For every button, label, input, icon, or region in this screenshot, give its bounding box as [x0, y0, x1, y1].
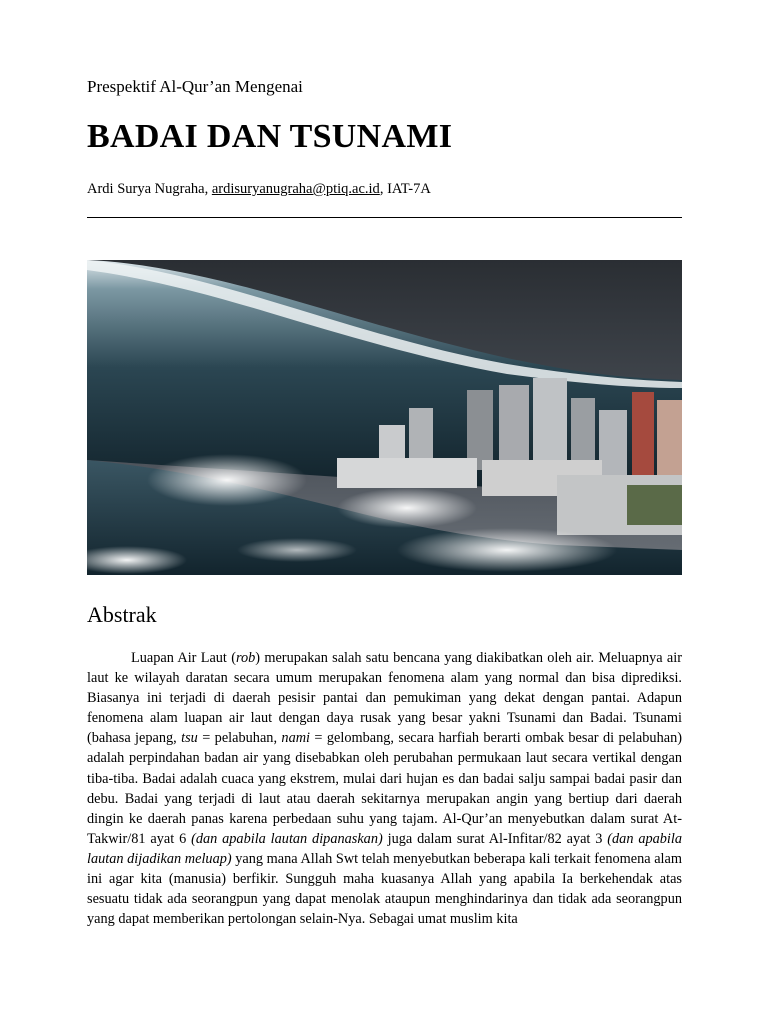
abstract-italic: (dan apabila lautan dijadikan meluap) [87, 830, 683, 867]
document-subtitle: Prespektif Al-Qur’an Mengenai [87, 77, 303, 96]
abstract-italic: (dan apabila lautan dipanaskan) [191, 830, 383, 847]
abstract-paragraph [87, 648, 682, 929]
abstract-text: juga dalam surat Al-Infitar/82 ayat 3 [382, 830, 608, 847]
abstract-text: Luapan Air Laut ( [131, 650, 236, 666]
document-title: BADAI DAN TSUNAMI [87, 118, 453, 155]
abstract-text: ) merupakan salah satu bencana yang diakibatkan oleh air. Meluapnya air laut ke wilayah daratan secara umum merupakan fenomena alam yang normal dan bisa diprediksi. Biasanya ini terjadi di daerah pesisir pantai dan pemukiman yang dekat dengan pantai. Adapun fenomena alam luapan air laut dengan daya rusak yang besar yakni Tsunami dan Badai. Tsunami (bahasa jepang, [87, 650, 682, 747]
abstract-text: = pelabuhan, [197, 730, 282, 747]
abstract-italic: rob [235, 650, 256, 666]
abstract-heading: Abstrak [87, 602, 157, 627]
header-divider [87, 217, 682, 218]
abstract-text: = gelombang, secara harfiah berarti ombak besar di pelabuhan) adalah perpindahan badan air yang disebabkan oleh perubahan permukaan laut secara vertikal dengan tiba-tiba. Badai adalah cuaca yang ekstrem, mulai dari hujan es dan badai salju sampai badai pasir dan debu. Badai yang terjadi di laut atau daerah sekitarnya merupakan angin yang bertiup dari daerah dingin ke daerah panas karena perbedaan suhu yang tajam. Al-Qur’an menyebutkan dalam surat At-Takwir/81 ayat 6 [87, 730, 682, 847]
abstract-italic: nami [281, 730, 311, 747]
tsunami-city-image [87, 260, 682, 575]
abstract-italic: tsu [181, 730, 198, 747]
author-line [87, 181, 431, 198]
author-name: Ardi Surya Nugraha, [87, 181, 212, 197]
abstract-text: yang mana Allah Swt telah menyebutkan beberapa kali terkait fenomena alam ini agar kita (manusia) berfikir. Sungguh maha kuasanya Allah yang apabila Ia berkehendak atas sesuatu tidak ada seorangpun yang dapat menolak ataupun menghindarinya dan tidak ada seorangpun yang dapat memberikan pertolongan selain-Nya. Sebagai umat muslim kita [87, 850, 682, 928]
author-class: , IAT-7A [379, 181, 431, 197]
author-email-link[interactable]: ardisuryanugraha@ptiq.ac.id [211, 181, 380, 197]
